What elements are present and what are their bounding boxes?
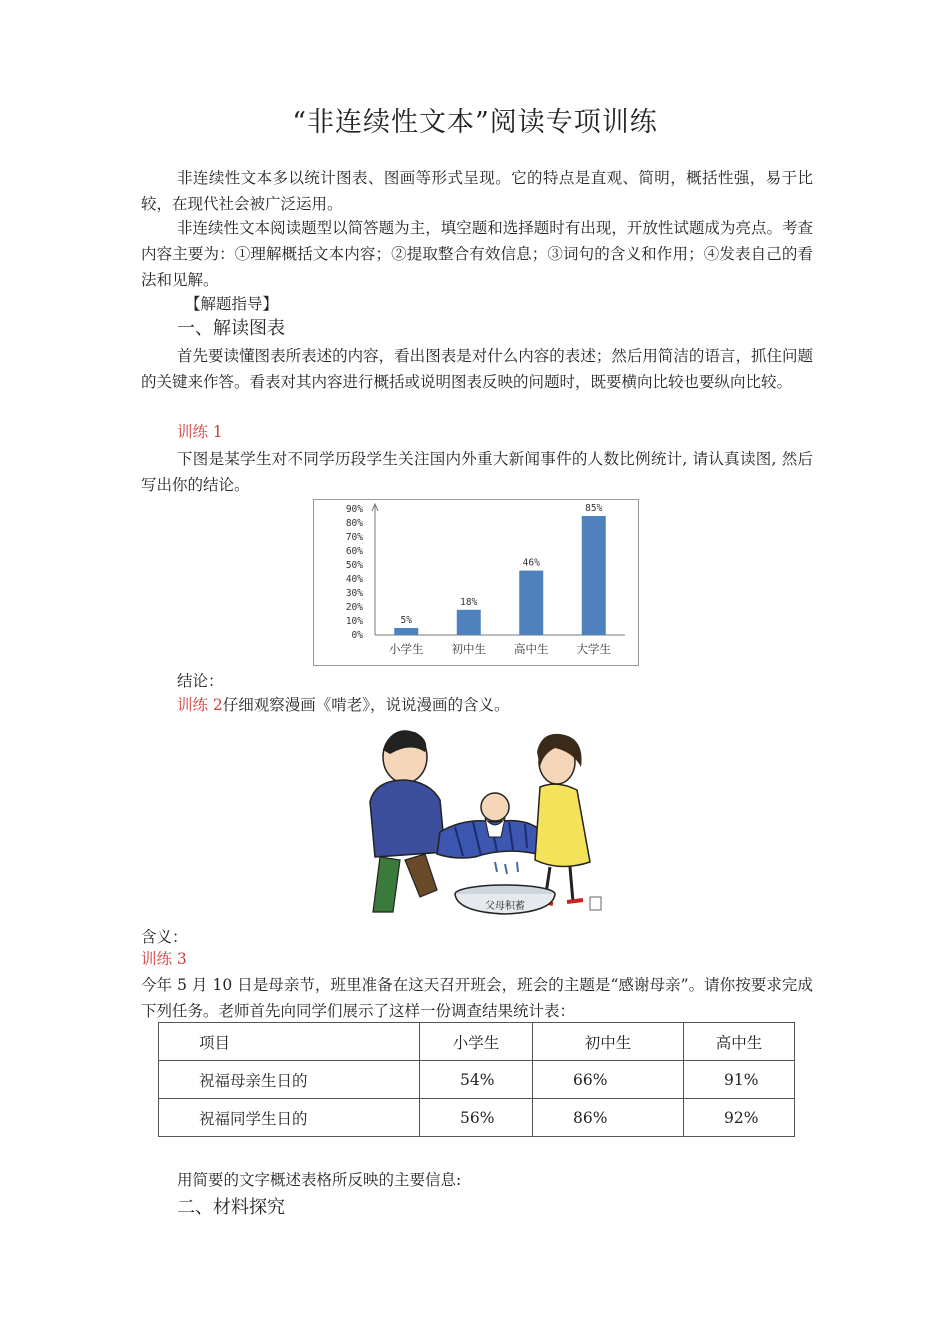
table-header-cell: 小学生 [420,1023,533,1061]
section1-title: 一、解读图表 [177,318,285,339]
meaning-label: 含义： [141,928,188,946]
y-tick-label: 20% [345,602,363,613]
cartoon-illustration [345,722,610,917]
chart-bar [519,571,543,635]
y-tick-label: 30% [345,588,363,599]
table-header-row [159,1023,795,1061]
train1-label: 训练 1 [177,423,223,441]
chart-bar [582,516,606,635]
artist-seal [590,897,601,910]
y-tick-label: 60% [345,546,363,557]
guide-label: 【解题指导】 [185,295,279,313]
train1-text: 下图是某学生对不同学历段学生关注国内外重大新闻事件的人数比例统计, 请认真读图, 然后写出你的结论。 [141,450,813,494]
bar-data-label: 46% [522,557,540,569]
y-tick-label: 0% [351,630,363,641]
table-row [159,1061,795,1099]
y-tick-label: 10% [345,616,363,627]
mother-figure [535,734,590,904]
y-tick-label: 70% [345,532,363,543]
survey-table [158,1022,795,1137]
chart-bar [457,610,481,635]
y-tick-label: 80% [345,518,363,529]
section1-paragraph: 首先要读懂图表所表述的内容，看出图表是对什么内容的表述；然后用简洁的语言，抓住问题的关键来作答。看表对其内容进行概括或说明图表反映的问题时，既要横向比较也要纵向比较。 [141,347,813,391]
table-cell: 92% [684,1099,795,1137]
train3-text: 今年 5 月 10 日是母亲节，班里准备在这天召开班会，班会的主题是“感谢母亲”。请你按要求完成下列任务。老师首先向同学们展示了这样一份调查结果统计表： [141,976,813,1020]
conclusion-label: 结论： [177,672,224,690]
table-header-cell: 高中生 [684,1023,795,1061]
train2-label: 训练 2 [177,696,223,714]
table-cell: 91% [684,1061,795,1099]
section2-title: 二、材料探究 [177,1197,285,1218]
savings-basin [455,862,555,914]
bar-data-label: 18% [460,596,478,608]
x-category-label: 高中生 [514,642,549,656]
father-figure [370,731,445,912]
bar-data-label: 5% [400,615,412,626]
bar-chart [313,499,639,666]
train2-text: 仔细观察漫画《啃老》，说说漫画的含义。 [222,696,510,714]
page-title: “非连续性文本”阅读专项训练 [292,107,658,138]
intro-paragraph-1: 非连续性文本多以统计图表、图画等形式呈现。它的特点是直观、简明，概括性强，易于比较，在现代社会被广泛运用。 [141,169,813,213]
old-man-figure [437,793,540,858]
y-tick-label: 50% [345,560,363,571]
train3-label: 训练 3 [141,950,187,968]
table-cell: 祝福母亲生日的 [159,1061,420,1099]
y-tick-label: 40% [345,574,363,585]
table-cell: 86% [533,1099,684,1137]
table-cell: 56% [420,1099,533,1137]
table-cell: 祝福同学生日的 [159,1099,420,1137]
table-cell: 66% [533,1061,684,1099]
train2-line [177,693,510,717]
x-category-label: 小学生 [389,642,424,656]
table-prompt: 用简要的文字概述表格所反映的主要信息: [177,1171,462,1189]
bar-data-label: 85% [585,503,603,514]
table-row [159,1099,795,1137]
y-tick-label: 90% [345,504,363,515]
x-category-label: 初中生 [451,642,486,656]
x-category-label: 大学生 [576,642,611,656]
table-header-cell: 初中生 [533,1023,684,1061]
table-cell: 54% [420,1061,533,1099]
intro-paragraph-2: 非连续性文本阅读题型以简答题为主，填空题和选择题时有出现，开放性试题成为亮点。考查内容主要为：①理解概括文本内容；②提取整合有效信息；③词句的含义和作用；④发表自己的看法和见解。 [141,219,813,289]
basin-label: 父母积蓄 [485,901,525,912]
chart-bar [394,628,418,635]
table-header-cell: 项目 [159,1023,420,1061]
